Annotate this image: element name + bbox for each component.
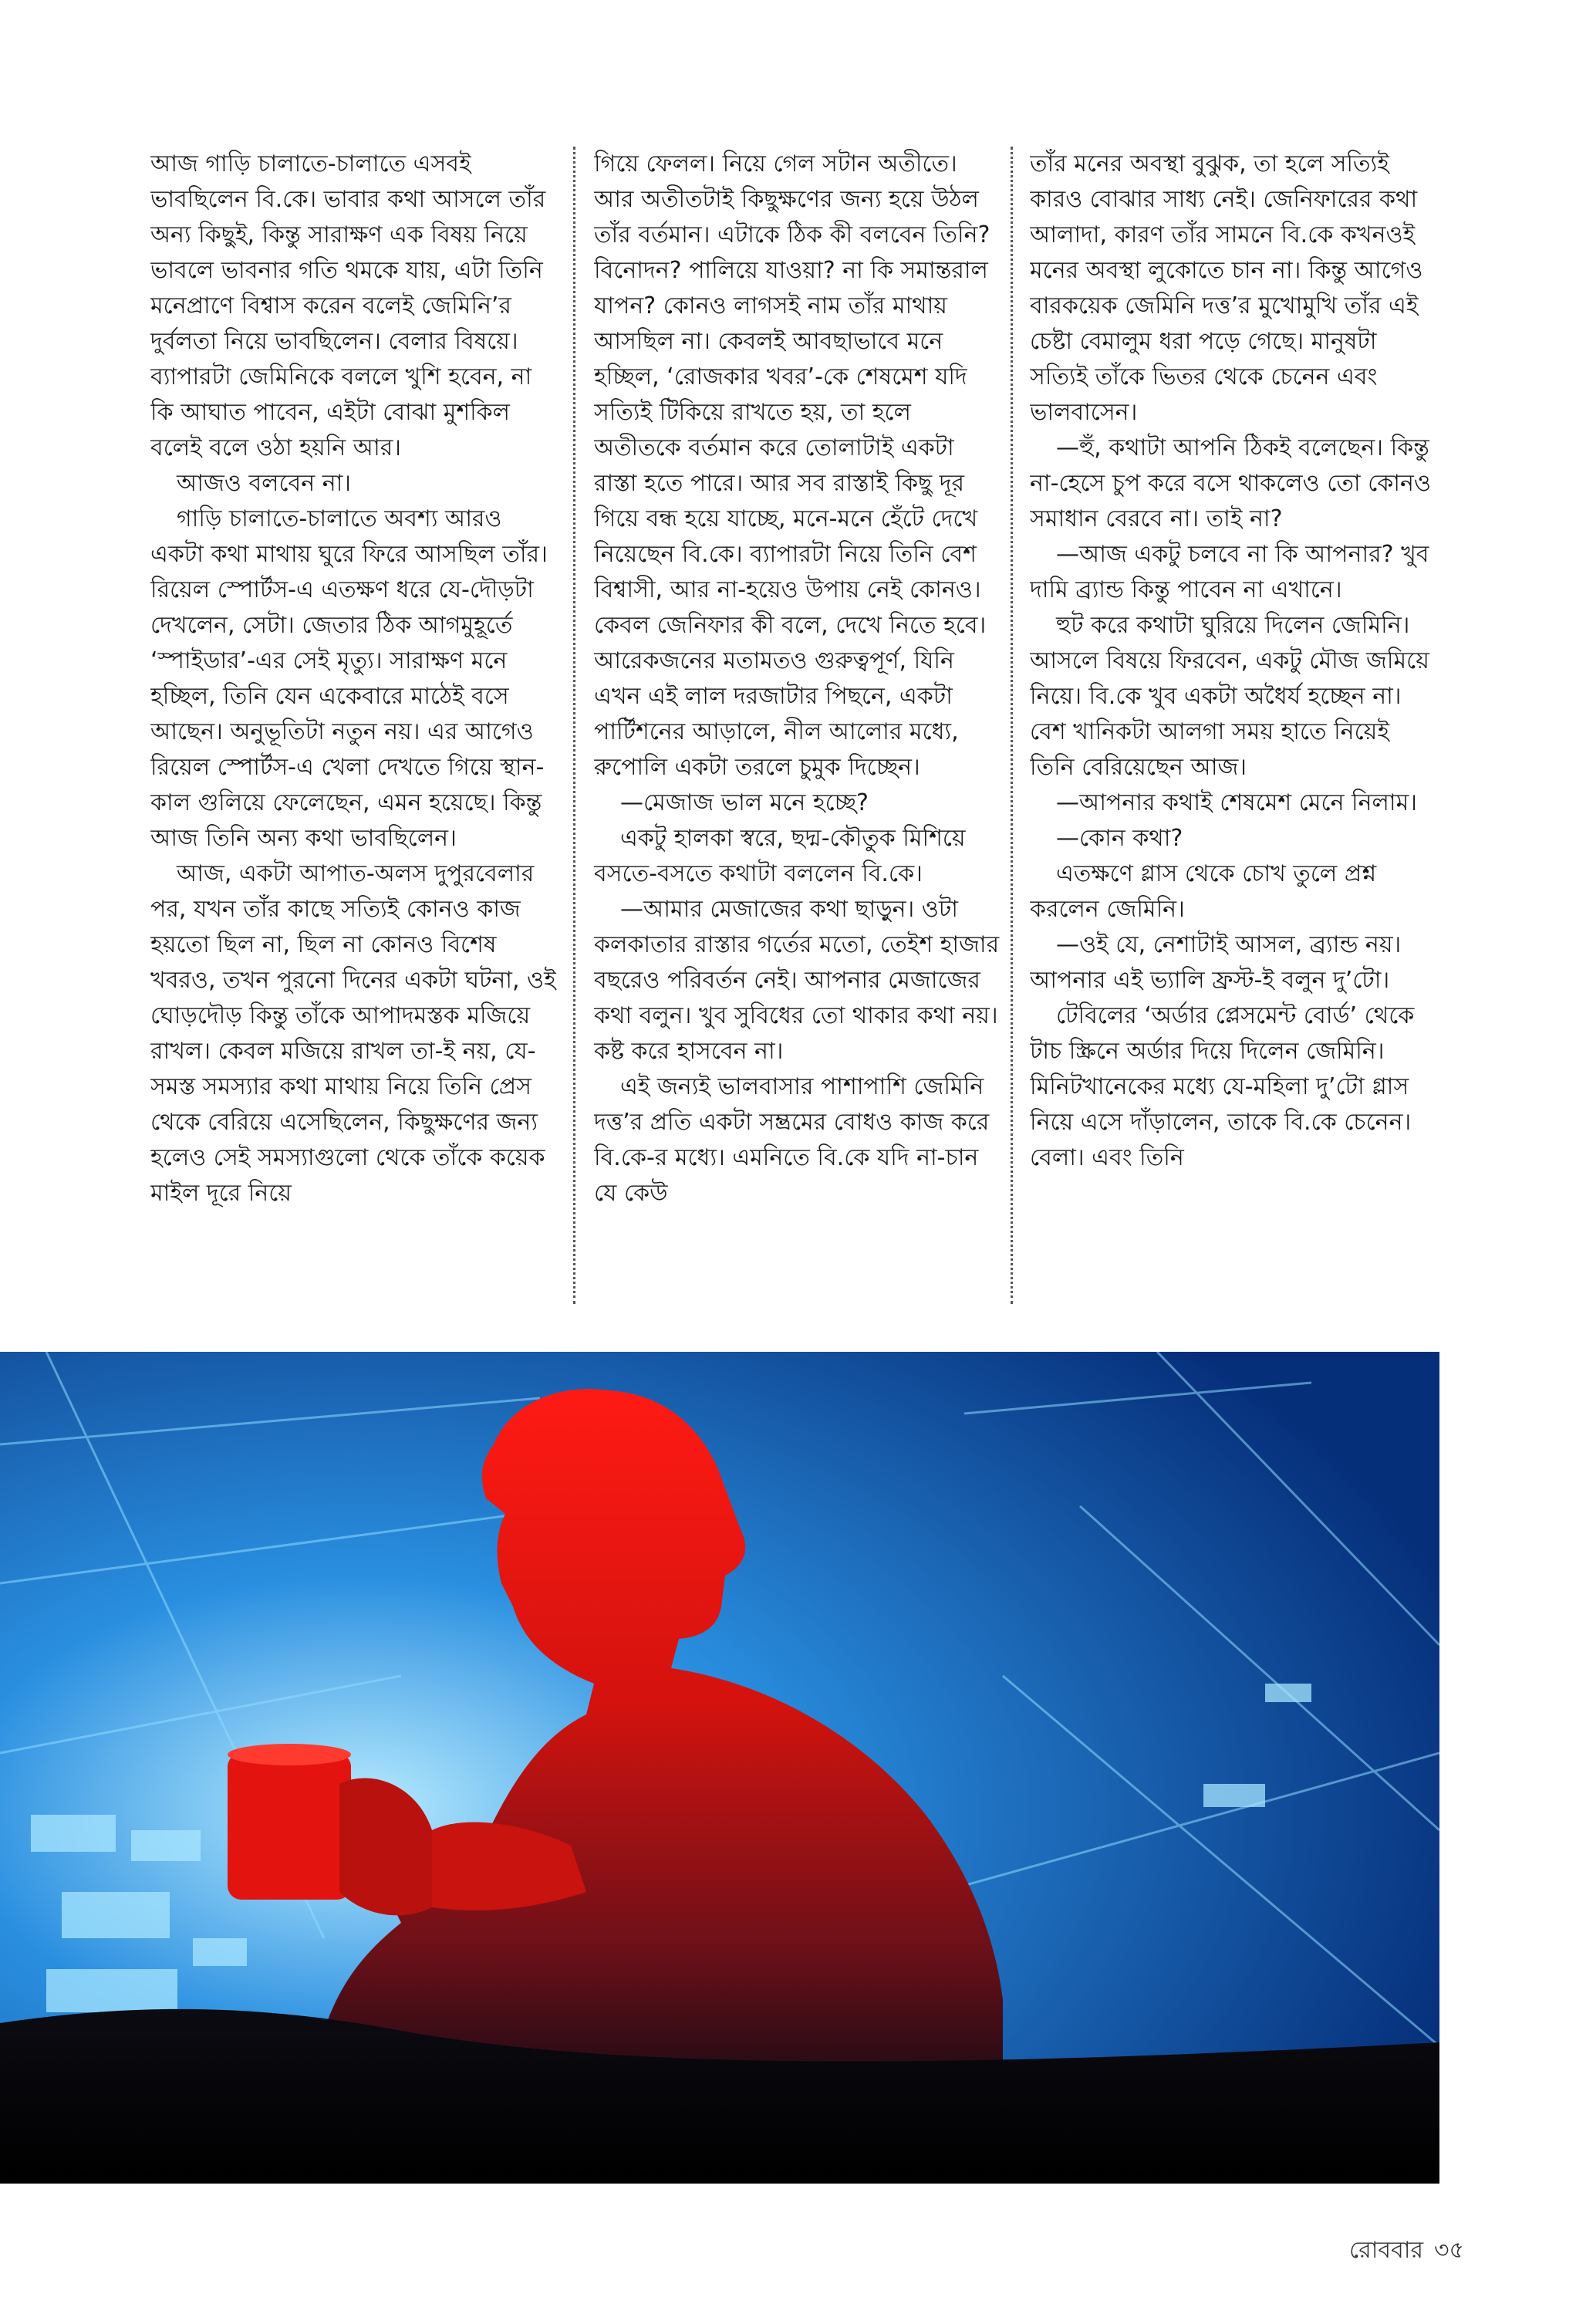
paragraph: —আজ একটু চলবে না কি আপনার? খুব দামি ব্র্যান্ড কিন্তু পাবেন না এখানে। [1030,541,1429,603]
paragraph: গিয়ে ফেলল। নিয়ে গেল সটান অতীতে। আর অতীতটাই কিছুক্ষণের জন্য হয়ে উঠল তাঁর বর্তমান। এটাকে ঠিক কী বলবেন তিনি? বিনোদন? পালিয়ে যাওয়া? না কি সমান্তরাল যাপন? কোনও লাগসই নাম তাঁর মাথায় আসছিল না। কেবলই আবছাভাবে মনে হচ্ছিল, ‘রোজকার খবর’-কে শেষমেশ যদি সত্যিই টিকিয়ে রাখতে হয়, তা হলে অতীতকে বর্তমান করে তোলাটাই একটা রাস্তা হতে পারে। আর সব রাস্তাই কিছু দূর গিয়ে বন্ধ হয়ে যাচ্ছে, মনে-মনে হেঁটে দেখে নিয়েছেন বি.কে। ব্যাপারটা নিয়ে তিনি বেশ বিশ্বাসী, আর না-হয়েও উপায় নেই কোনও। কেবল জেনিফার কী বলে, দেখে নিতে হবে। আরেকজনের মতামতও গুরুত্বপূর্ণ, যিনি এখন এই লাল দরজাটার পিছনে, একটা পার্টিশনের আড়ালে, নীল আলোর মধ্যে, রুপোলি একটা তরলে চুমুক দিচ্ছেন। [594,150,990,781]
paragraph: এতক্ষণে গ্লাস থেকে চোখ তুলে প্রশ্ন করলেন জেমিনি। [1030,860,1377,923]
paragraph: —হুঁ, কথাটা আপনি ঠিকই বলেছেন। কিন্তু না-হেসে চুপ করে বসে থাকলেও তো কোনও সমাধান বেরবে না। তাই না? [1030,434,1431,532]
paragraph: আজও বলবেন না। [177,470,352,497]
column-divider [573,147,575,1304]
page-footer [1349,2231,1464,2271]
page-number: ৩৫ [1434,2237,1464,2264]
paragraph: —মেজাজ ভাল মনে হচ্ছে? [620,789,869,816]
paragraph: এই জন্যই ভালবাসার পাশাপাশি জেমিনি দত্ত’র প্রতি একটা সম্ভ্রমের বোধও কাজ করে বি.কে-র মধ্যে। এমনিতে বি.কে যদি না-চান যে কেউ [594,1073,990,1207]
silhouette-illustration [0,1352,1439,2184]
text-column-3 [1030,147,1439,1304]
article-columns [150,147,1437,1304]
paragraph: একটু হালকা স্বরে, ছদ্ম-কৌতুক মিশিয়ে বসতে-বসতে কথাটা বললেন বি.কে। [594,825,966,887]
column-divider [1011,147,1013,1304]
paragraph: টেবিলের ‘অর্ডার প্লেসমেন্ট বোর্ড’ থেকে টাচ স্ক্রিনে অর্ডার দিয়ে দিলেন জেমিনি। মিনিটখানেকের মধ্যে যে-মহিলা দু’টো গ্লাস নিয়ে এসে দাঁড়ালেন, তাকে বি.কে চেনেন। বেলা। এবং তিনি [1030,1002,1415,1171]
paragraph: —ওই যে, নেশাটাই আসল, ব্র্যান্ড নয়। আপনার এই ভ্যালি ফ্রস্ট-ই বলুন দু’টো। [1030,931,1402,994]
paragraph: —কোন কথা? [1056,825,1183,852]
paragraph: হুট করে কথাটা ঘুরিয়ে দিলেন জেমিনি। আসলে বিষয়ে ফিরবেন, একটু মৌজ জমিয়ে নিয়ে। বি.কে খুব একটা অধৈর্য হচ্ছেন না। বেশ খানিকটা আলগা সময় হাতে নিয়েই তিনি বেরিয়েছেন আজ। [1030,612,1429,781]
text-column-1 [150,147,559,1304]
paragraph: আজ গাড়ি চালাতে-চালাতে এসবই ভাবছিলেন বি.কে। ভাবার কথা আসলে তাঁর অন্য কিছুই, কিন্তু সারাক্ষণ এক বিষয় নিয়ে ভাবলে ভাবনার গতি থমকে যায়, এটা তিনি মনেপ্রাণে বিশ্বাস করেন বলেই জেমিনি’র দুর্বলতা নিয়ে ভাবছিলেন। বেলার বিষয়ে। ব্যাপারটা জেমিনিকে বললে খুশি হবেন, না কি আঘাত পাবেন, এইটা বোঝা মুশকিল বলেই বলে ওঠা হয়নি আর। [150,150,546,461]
magazine-name: রোববার [1349,2237,1424,2264]
glass-rim [228,1744,351,1765]
paragraph: গাড়ি চালাতে-চালাতে অবশ্য আরও একটা কথা মাথায় ঘুরে ফিরে আসছিল তাঁর। রিয়েল স্পোর্টস-এ এতক্ষণ ধরে যে-দৌড়টা দেখলেন, সেটা। জেতার ঠিক আগমুহূর্তে ‘স্পাইডার’-এর সেই মৃত্যু। সারাক্ষণ মনে হচ্ছিল, তিনি যেন একেবারে মাঠেই বসে আছেন। অনুভূতিটা নতুন নয়। এর আগেও রিয়েল স্পোর্টস-এ খেলা দেখতে গিয়ে স্থান-কাল গুলিয়ে ফেলেছেন, এমন হয়েছে। কিন্তু আজ তিনি অন্য কথা ভাবছিলেন। [150,505,548,852]
paragraph: —আমার মেজাজের কথা ছাড়ুন। ওটা কলকাতার রাস্তার গর্তের মতো, তেইশ হাজার বছরেও পরিবর্তন নেই। আপনার মেজাজের কথা বলুন। খুব সুবিধের তো থাকার কথা নয়। কষ্ট করে হাসবেন না। [594,896,1000,1065]
text-column-2 [594,147,1003,1304]
paragraph: আজ, একটা আপাত-অলস দুপুরবেলার পর, যখন তাঁর কাছে সত্যিই কোনও কাজ হয়তো ছিল না, ছিল না কোনও বিশেষ খবরও, তখন পুরনো দিনের একটা ঘটনা, ওই ঘোড়দৌড় কিন্তু তাঁকে আপাদমস্তক মজিয়ে রাখল। কেবল মজিয়ে রাখল তা-ই নয়, যে-সমস্ত সমস্যার কথা মাথায় নিয়ে তিনি প্রেস থেকে বেরিয়ে এসেছিলেন, কিছুক্ষণের জন্য হলেও সেই সমস্যাগুলো থেকে তাঁকে কয়েক মাইল দূরে নিয়ে [150,860,556,1207]
drinking-glass [228,1753,351,1900]
paragraph: তাঁর মনের অবস্থা বুঝুক, তা হলে সত্যিই কারও বোঝার সাধ্য নেই। জেনিফারের কথা আলাদা, কারণ তাঁর সামনে বি.কে কখনওই মনের অবস্থা লুকোতে চান না। কিন্তু আগেও বারকয়েক জেমিনি দত্ত’র মুখোমুখি তাঁর এই চেষ্টা বেমালুম ধরা পড়ে গেছে। মানুষটা সত্যিই তাঁকে ভিতর থেকে চেনেন এবং ভালবাসেন। [1030,150,1423,426]
illustration-svg [0,1352,1439,2184]
paragraph: —আপনার কথাই শেষমেশ মেনে নিলাম। [1056,789,1417,816]
